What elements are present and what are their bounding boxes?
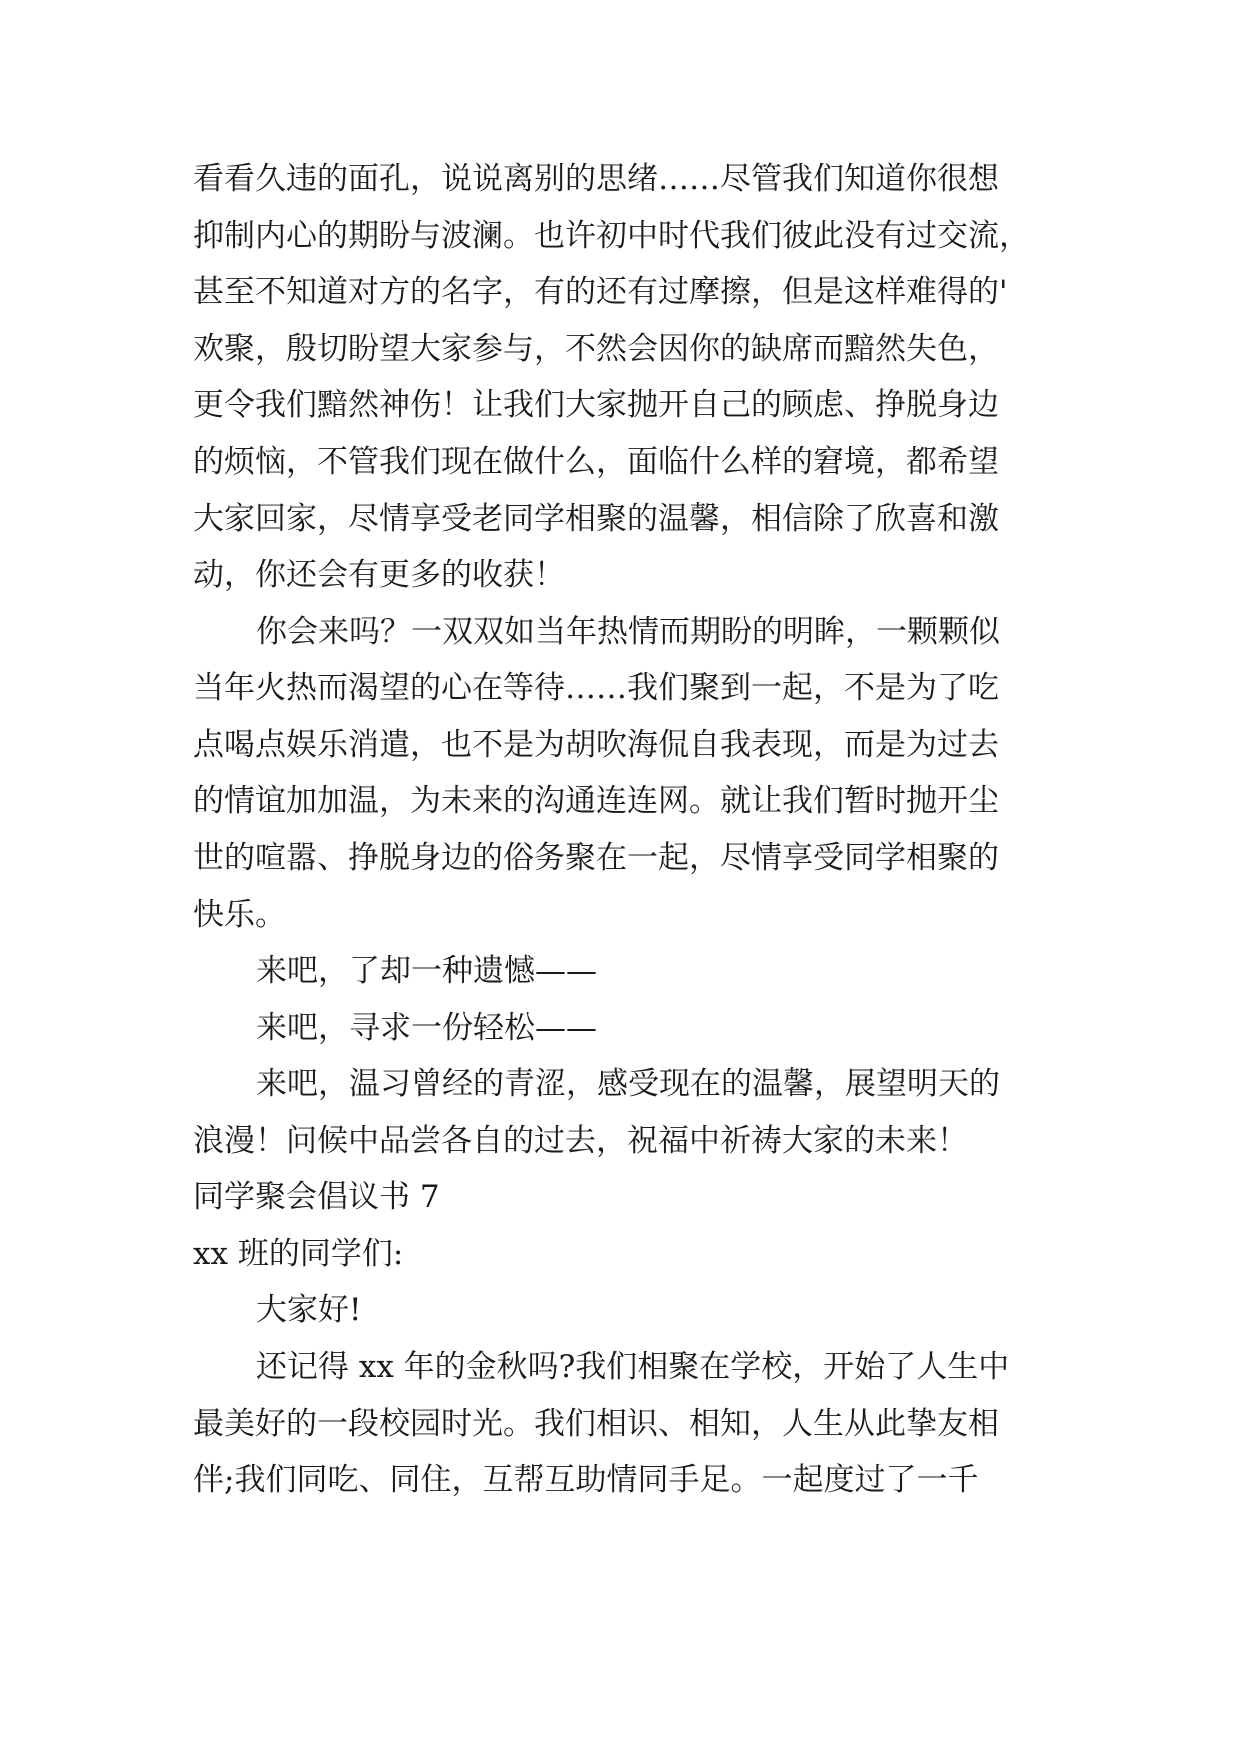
- paragraph-start-line: 来吧，寻求一份轻松——: [256, 1010, 597, 1046]
- body-text-line: 大家回家，尽情享受老同学相聚的温馨，相信除了欣喜和激: [193, 501, 999, 537]
- body-text-line: 世的喧嚣、挣脱身边的俗务聚在一起，尽情享受同学相聚的: [193, 840, 999, 876]
- paragraph-start-line: 还记得 xx 年的金秋吗?我们相聚在学校，开始了人生中: [256, 1349, 1010, 1385]
- body-text-line: 抑制内心的期盼与波澜。也许初中时代我们彼此没有过交流，: [193, 218, 1030, 254]
- body-text-line: 欢聚，殷切盼望大家参与，不然会因你的缺席而黯然失色，: [193, 331, 999, 367]
- greeting: 大家好!: [256, 1292, 362, 1328]
- body-text-line: 最美好的一段校园时光。我们相识、相知，人生从此挚友相: [193, 1406, 999, 1442]
- section-heading: 同学聚会倡议书 7: [193, 1179, 440, 1215]
- body-text-line: 快乐。: [193, 897, 286, 933]
- body-text-line: 浪漫！问候中品尝各自的过去，祝福中祈祷大家的未来！: [193, 1123, 968, 1159]
- paragraph-start-line: 来吧，温习曾经的青涩，感受现在的温馨，展望明天的: [256, 1066, 1000, 1102]
- body-text-line: 当年火热而渴望的心在等待……我们聚到一起，不是为了吃: [193, 670, 999, 706]
- body-text-line: 动，你还会有更多的收获！: [193, 557, 565, 593]
- body-text-line: 点喝点娱乐消遣，也不是为胡吹海侃自我表现，而是为过去: [193, 727, 999, 763]
- salutation: xx 班的同学们:: [193, 1236, 404, 1272]
- body-text-line: 看看久违的面孔，说说离别的思绪……尽管我们知道你很想: [193, 161, 999, 197]
- paragraph-start-line: 你会来吗？一双双如当年热情而期盼的明眸，一颗颗似: [256, 614, 1000, 650]
- body-text-line: 甚至不知道对方的名字，有的还有过摩擦，但是这样难得的': [193, 274, 1008, 310]
- body-text-line: 的情谊加加温，为未来的沟通连连网。就让我们暂时抛开尘: [193, 783, 999, 819]
- body-text-line: 伴;我们同吃、同住，互帮互助情同手足。一起度过了一千: [193, 1462, 979, 1498]
- paragraph-start-line: 来吧，了却一种遗憾——: [256, 953, 597, 989]
- body-text-line: 的烦恼，不管我们现在做什么，面临什么样的窘境，都希望: [193, 444, 999, 480]
- body-text-line: 更令我们黯然神伤！让我们大家抛开自己的顾虑、挣脱身边: [193, 387, 999, 423]
